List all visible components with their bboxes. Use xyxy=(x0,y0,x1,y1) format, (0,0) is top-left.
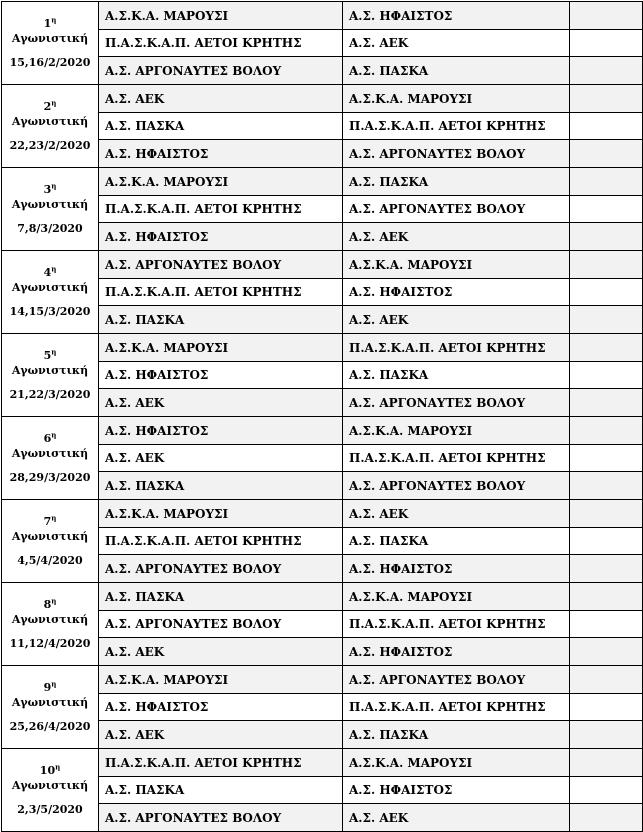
round-label xyxy=(4,514,96,544)
score-cell xyxy=(570,223,643,251)
score-cell xyxy=(570,251,643,279)
round-dates: 15,16/2/2020 xyxy=(9,56,91,69)
match-row xyxy=(2,500,643,528)
round-word: Αγωνιστική xyxy=(11,447,89,460)
match-row xyxy=(2,611,643,638)
away-team-cell: Α.Σ. ΠΑΣΚΑ xyxy=(343,721,570,749)
away-team-cell: Α.Σ. ΑΡΓΟΝΑΥΤΕΣ ΒΟΛΟΥ xyxy=(343,389,570,417)
round-number: 6 xyxy=(43,432,52,445)
match-row xyxy=(2,638,643,666)
away-team-cell: Α.Σ. ΑΕΚ xyxy=(343,306,570,334)
home-team-cell: Α.Σ. ΑΡΓΟΝΑΥΤΕΣ ΒΟΛΟΥ xyxy=(99,57,343,85)
away-team-cell: Α.Σ. ΑΡΓΟΝΑΥΤΕΣ ΒΟΛΟΥ xyxy=(343,666,570,694)
home-team-cell: Α.Σ.Κ.Α. ΜΑΡΟΥΣΙ xyxy=(99,168,343,196)
round-word: Αγωνιστική xyxy=(11,115,89,128)
home-team-cell: Α.Σ. ΑΡΓΟΝΑΥΤΕΣ ΒΟΛΟΥ xyxy=(99,804,343,832)
round-dates: 22,23/2/2020 xyxy=(9,139,91,152)
score-cell xyxy=(570,334,643,362)
round-ordinal-suffix: η xyxy=(51,513,57,523)
score-cell xyxy=(570,666,643,694)
home-team-cell: Α.Σ. ΑΕΚ xyxy=(99,445,343,472)
round-label xyxy=(4,265,96,295)
score-cell xyxy=(570,279,643,306)
away-team-cell: Α.Σ. ΑΡΓΟΝΑΥΤΕΣ ΒΟΛΟΥ xyxy=(343,472,570,500)
round-label xyxy=(4,348,96,378)
match-row xyxy=(2,57,643,85)
round-number: 5 xyxy=(43,349,52,362)
home-team-cell: Π.Α.Σ.Κ.Α.Π. ΑΕΤΟΙ ΚΡΗΤΗΣ xyxy=(99,196,343,223)
away-team-cell: Α.Σ.Κ.Α. ΜΑΡΟΥΣΙ xyxy=(343,85,570,113)
score-cell xyxy=(570,196,643,223)
round-word: Αγωνιστική xyxy=(11,364,89,377)
round-number: 3 xyxy=(43,183,52,196)
home-team-cell: Α.Σ. ΗΦΑΙΣΤΟΣ xyxy=(99,362,343,389)
score-cell xyxy=(570,445,643,472)
away-team-cell: Α.Σ.Κ.Α. ΜΑΡΟΥΣΙ xyxy=(343,251,570,279)
score-cell xyxy=(570,362,643,389)
round-label xyxy=(4,182,96,212)
match-row xyxy=(2,168,643,196)
match-row xyxy=(2,583,643,611)
round-label xyxy=(4,597,96,627)
round-cell xyxy=(2,251,99,334)
round-word: Αγωνιστική xyxy=(11,198,89,211)
match-row xyxy=(2,555,643,583)
away-team-cell: Α.Σ. ΠΑΣΚΑ xyxy=(343,362,570,389)
round-number: 4 xyxy=(43,266,52,279)
score-cell xyxy=(570,555,643,583)
match-row xyxy=(2,140,643,168)
away-team-cell: Α.Σ. ΗΦΑΙΣΤΟΣ xyxy=(343,279,570,306)
round-ordinal-suffix: η xyxy=(55,762,61,772)
away-team-cell: Α.Σ. ΑΡΓΟΝΑΥΤΕΣ ΒΟΛΟΥ xyxy=(343,140,570,168)
away-team-cell: Α.Σ. ΗΦΑΙΣΤΟΣ xyxy=(343,2,570,30)
round-cell xyxy=(2,334,99,417)
score-cell xyxy=(570,611,643,638)
home-team-cell: Α.Σ. ΑΕΚ xyxy=(99,85,343,113)
round-cell xyxy=(2,417,99,500)
home-team-cell: Α.Σ.Κ.Α. ΜΑΡΟΥΣΙ xyxy=(99,500,343,528)
home-team-cell: Α.Σ. ΗΦΑΙΣΤΟΣ xyxy=(99,140,343,168)
round-dates: 25,26/4/2020 xyxy=(9,720,91,733)
round-number: 10 xyxy=(39,764,56,777)
round-ordinal-suffix: η xyxy=(51,596,57,606)
round-number: 2 xyxy=(43,100,52,113)
home-team-cell: Α.Σ.Κ.Α. ΜΑΡΟΥΣΙ xyxy=(99,2,343,30)
home-team-cell: Α.Σ. ΠΑΣΚΑ xyxy=(99,472,343,500)
score-cell xyxy=(570,472,643,500)
round-dates: 14,15/3/2020 xyxy=(9,305,91,318)
round-label xyxy=(4,680,96,710)
score-cell xyxy=(570,694,643,721)
round-ordinal-suffix: η xyxy=(51,264,57,274)
round-label xyxy=(4,763,96,793)
score-cell xyxy=(570,168,643,196)
round-cell xyxy=(2,85,99,168)
match-row xyxy=(2,389,643,417)
round-word: Αγωνιστική xyxy=(11,530,89,543)
round-dates: 7,8/3/2020 xyxy=(17,222,83,235)
home-team-cell: Π.Α.Σ.Κ.Α.Π. ΑΕΤΟΙ ΚΡΗΤΗΣ xyxy=(99,30,343,57)
away-team-cell: Α.Σ.Κ.Α. ΜΑΡΟΥΣΙ xyxy=(343,583,570,611)
score-cell xyxy=(570,528,643,555)
home-team-cell: Α.Σ. ΗΦΑΙΣΤΟΣ xyxy=(99,694,343,721)
score-cell xyxy=(570,2,643,30)
round-word: Αγωνιστική xyxy=(11,32,89,45)
match-row xyxy=(2,306,643,334)
round-word: Αγωνιστική xyxy=(11,696,89,709)
round-cell xyxy=(2,500,99,583)
away-team-cell: Π.Α.Σ.Κ.Α.Π. ΑΕΤΟΙ ΚΡΗΤΗΣ xyxy=(343,334,570,362)
score-cell xyxy=(570,85,643,113)
home-team-cell: Α.Σ. ΗΦΑΙΣΤΟΣ xyxy=(99,223,343,251)
score-cell xyxy=(570,721,643,749)
match-row xyxy=(2,113,643,140)
away-team-cell: Α.Σ.Κ.Α. ΜΑΡΟΥΣΙ xyxy=(343,417,570,445)
match-row xyxy=(2,694,643,721)
round-ordinal-suffix: η xyxy=(51,15,57,25)
away-team-cell: Π.Α.Σ.Κ.Α.Π. ΑΕΤΟΙ ΚΡΗΤΗΣ xyxy=(343,113,570,140)
round-number: 8 xyxy=(43,598,52,611)
match-row xyxy=(2,362,643,389)
round-cell xyxy=(2,749,99,832)
away-team-cell: Α.Σ. ΠΑΣΚΑ xyxy=(343,528,570,555)
score-cell xyxy=(570,583,643,611)
away-team-cell: Α.Σ. ΑΕΚ xyxy=(343,804,570,832)
round-number: 9 xyxy=(43,681,52,694)
round-number: 1 xyxy=(43,17,52,30)
score-cell xyxy=(570,749,643,777)
home-team-cell: Α.Σ.Κ.Α. ΜΑΡΟΥΣΙ xyxy=(99,334,343,362)
score-cell xyxy=(570,804,643,832)
round-label xyxy=(4,431,96,461)
round-label xyxy=(4,16,96,46)
match-row xyxy=(2,472,643,500)
score-cell xyxy=(570,30,643,57)
match-row xyxy=(2,85,643,113)
away-team-cell: Α.Σ. ΠΑΣΚΑ xyxy=(343,57,570,85)
match-row xyxy=(2,223,643,251)
home-team-cell: Α.Σ. ΑΡΓΟΝΑΥΤΕΣ ΒΟΛΟΥ xyxy=(99,555,343,583)
away-team-cell: Α.Σ. ΑΕΚ xyxy=(343,500,570,528)
round-dates: 28,29/3/2020 xyxy=(9,471,91,484)
home-team-cell: Α.Σ. ΠΑΣΚΑ xyxy=(99,777,343,804)
match-row xyxy=(2,251,643,279)
match-row xyxy=(2,777,643,804)
round-word: Αγωνιστική xyxy=(11,281,89,294)
fixtures-table xyxy=(1,1,643,832)
score-cell xyxy=(570,500,643,528)
fixtures-table-body xyxy=(2,2,643,832)
round-dates: 21,22/3/2020 xyxy=(9,388,91,401)
score-cell xyxy=(570,417,643,445)
round-cell xyxy=(2,583,99,666)
score-cell xyxy=(570,306,643,334)
home-team-cell: Α.Σ.Κ.Α. ΜΑΡΟΥΣΙ xyxy=(99,666,343,694)
home-team-cell: Α.Σ. ΑΡΓΟΝΑΥΤΕΣ ΒΟΛΟΥ xyxy=(99,611,343,638)
score-cell xyxy=(570,140,643,168)
away-team-cell: Α.Σ. ΗΦΑΙΣΤΟΣ xyxy=(343,638,570,666)
score-cell xyxy=(570,389,643,417)
round-dates: 11,12/4/2020 xyxy=(9,637,91,650)
match-row xyxy=(2,196,643,223)
home-team-cell: Α.Σ. ΗΦΑΙΣΤΟΣ xyxy=(99,417,343,445)
round-dates: 4,5/4/2020 xyxy=(17,554,83,567)
round-ordinal-suffix: η xyxy=(51,430,57,440)
home-team-cell: Α.Σ. ΠΑΣΚΑ xyxy=(99,306,343,334)
match-row xyxy=(2,334,643,362)
home-team-cell: Α.Σ. ΠΑΣΚΑ xyxy=(99,583,343,611)
match-row xyxy=(2,528,643,555)
away-team-cell: Α.Σ. ΠΑΣΚΑ xyxy=(343,168,570,196)
away-team-cell: Π.Α.Σ.Κ.Α.Π. ΑΕΤΟΙ ΚΡΗΤΗΣ xyxy=(343,611,570,638)
home-team-cell: Α.Σ. ΑΕΚ xyxy=(99,389,343,417)
score-cell xyxy=(570,113,643,140)
round-ordinal-suffix: η xyxy=(51,98,57,108)
score-cell xyxy=(570,777,643,804)
away-team-cell: Α.Σ. ΑΕΚ xyxy=(343,30,570,57)
home-team-cell: Α.Σ. ΑΕΚ xyxy=(99,638,343,666)
round-dates: 2,3/5/2020 xyxy=(17,803,83,816)
match-row xyxy=(2,279,643,306)
match-row xyxy=(2,30,643,57)
away-team-cell: Α.Σ.Κ.Α. ΜΑΡΟΥΣΙ xyxy=(343,749,570,777)
away-team-cell: Α.Σ. ΑΡΓΟΝΑΥΤΕΣ ΒΟΛΟΥ xyxy=(343,196,570,223)
score-cell xyxy=(570,638,643,666)
match-row xyxy=(2,417,643,445)
away-team-cell: Π.Α.Σ.Κ.Α.Π. ΑΕΤΟΙ ΚΡΗΤΗΣ xyxy=(343,445,570,472)
away-team-cell: Α.Σ. ΗΦΑΙΣΤΟΣ xyxy=(343,555,570,583)
away-team-cell: Π.Α.Σ.Κ.Α.Π. ΑΕΤΟΙ ΚΡΗΤΗΣ xyxy=(343,694,570,721)
round-ordinal-suffix: η xyxy=(51,181,57,191)
match-row xyxy=(2,2,643,30)
home-team-cell: Π.Α.Σ.Κ.Α.Π. ΑΕΤΟΙ ΚΡΗΤΗΣ xyxy=(99,528,343,555)
round-cell xyxy=(2,666,99,749)
home-team-cell: Π.Α.Σ.Κ.Α.Π. ΑΕΤΟΙ ΚΡΗΤΗΣ xyxy=(99,279,343,306)
match-row xyxy=(2,721,643,749)
home-team-cell: Α.Σ. ΑΡΓΟΝΑΥΤΕΣ ΒΟΛΟΥ xyxy=(99,251,343,279)
round-label xyxy=(4,99,96,129)
home-team-cell: Α.Σ. ΠΑΣΚΑ xyxy=(99,113,343,140)
round-cell xyxy=(2,2,99,85)
match-row xyxy=(2,804,643,832)
match-row xyxy=(2,749,643,777)
score-cell xyxy=(570,57,643,85)
home-team-cell: Α.Σ. ΑΕΚ xyxy=(99,721,343,749)
round-word: Αγωνιστική xyxy=(11,613,89,626)
round-number: 7 xyxy=(43,515,52,528)
round-ordinal-suffix: η xyxy=(51,679,57,689)
round-word: Αγωνιστική xyxy=(11,779,89,792)
home-team-cell: Π.Α.Σ.Κ.Α.Π. ΑΕΤΟΙ ΚΡΗΤΗΣ xyxy=(99,749,343,777)
match-row xyxy=(2,445,643,472)
away-team-cell: Α.Σ. ΑΕΚ xyxy=(343,223,570,251)
match-row xyxy=(2,666,643,694)
round-ordinal-suffix: η xyxy=(51,347,57,357)
round-cell xyxy=(2,168,99,251)
away-team-cell: Α.Σ. ΗΦΑΙΣΤΟΣ xyxy=(343,777,570,804)
